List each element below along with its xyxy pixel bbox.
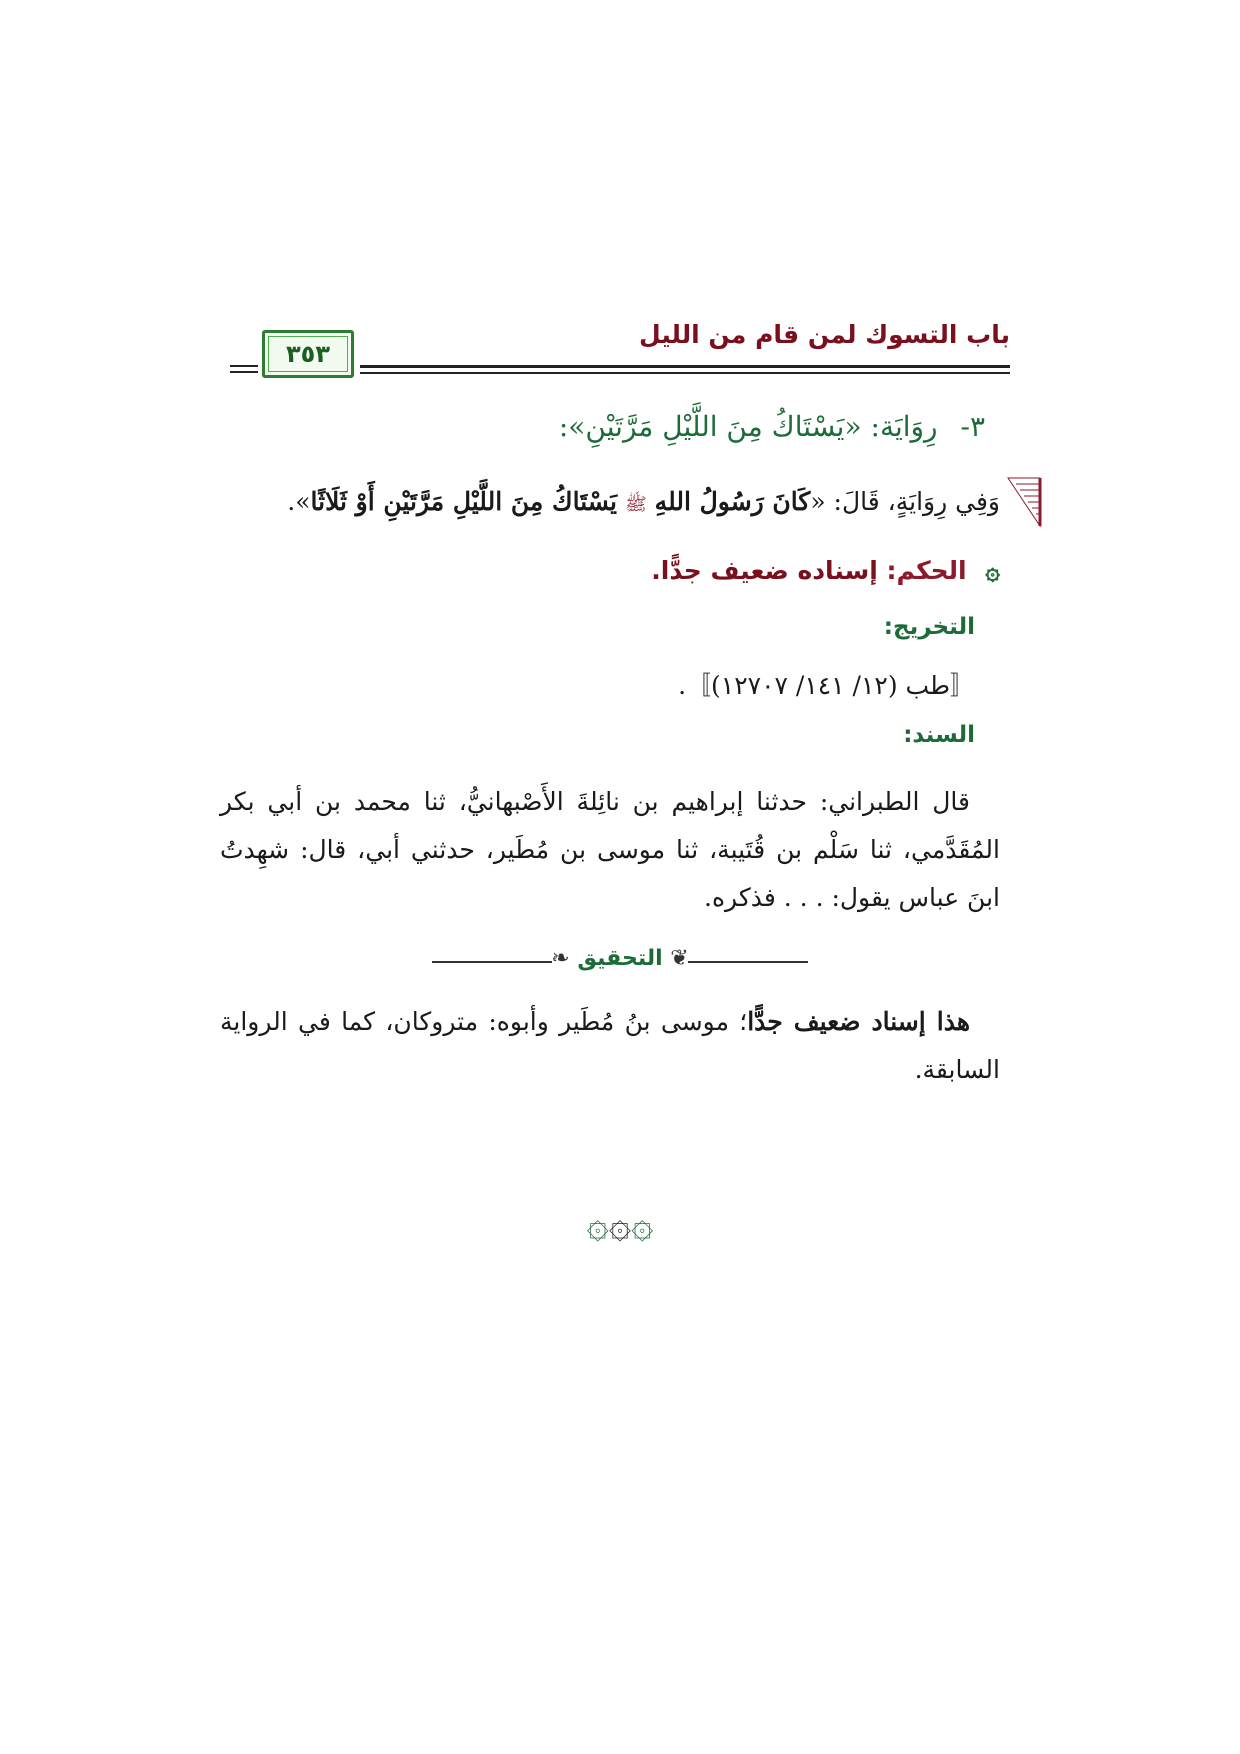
footer-ornaments: [520, 1202, 720, 1246]
flower-ornament-icon: ۞: [586, 1202, 609, 1246]
page-header: [230, 308, 1010, 388]
sanad-body: قال الطبراني: حدثنا إبراهيم بن نائِلةَ الأَصْبهانيُّ، ثنا محمد بن أبي بكر المُقَدَّمي، ثنا سَلْم بن قُتَيبة، ثنا موسى بن مُطَير، حدثني أبي، قال: شهِدتُ ابنَ عباس يقول: . . . فذكره.: [220, 787, 1000, 912]
hadith-text: [220, 480, 1000, 527]
ruling-text: إسناده ضعيف جدًّا.: [651, 556, 878, 585]
tahqiq-label-text: التحقيق: [577, 946, 663, 971]
flower-ornament-icon: ۞: [985, 556, 1000, 585]
section-heading: [559, 410, 985, 443]
hadith-intro: وَفِي رِوَايَةٍ، قَالَ: «: [810, 487, 1000, 516]
hadith-end: ».: [287, 487, 311, 516]
sanad-text: [220, 778, 1000, 922]
corner-ornament-icon: [1006, 476, 1042, 528]
page-number-badge: [262, 330, 354, 378]
flower-ornament-icon: ۞: [608, 1202, 632, 1246]
ruling-label: الحكم:: [886, 556, 967, 585]
section-title: رِوَايَة: «يَسْتَاكُ مِنَ اللَّيْلِ مَرَّتَيْنِ»:: [558, 410, 938, 443]
salutation-glyph: ﷺ: [624, 494, 647, 515]
takhrij-reference: 〚طب (١٢/ ١٤١/ ١٢٧٠٧)〛.: [678, 671, 975, 700]
page-number: ٣٥٣: [286, 340, 330, 368]
hadith-matn-part2: يَسْتَاكُ مِنَ اللَّيْلِ مَرَّتَيْنِ أَوْ ثَلَاثًا: [310, 487, 618, 516]
header-rule-left: [230, 365, 258, 373]
hadith-matn-part1: كَانَ رَسُولُ اللهِ: [654, 487, 811, 516]
tahqiq-divider: [432, 946, 808, 976]
header-rule-right: [360, 365, 1010, 374]
ruling: [651, 556, 1000, 585]
running-title: باب التسوك لمن قام من الليل: [639, 320, 1010, 349]
tahqiq-label: ❦ التحقيق ❧: [551, 946, 689, 971]
tahqiq-rest: ؛ موسى بنُ مُطَير وأبوه: متروكان، كما في الرواية السابقة.: [220, 1007, 1000, 1084]
tahqiq-text: [220, 998, 1000, 1094]
takhrij-label: التخريج:: [883, 614, 975, 640]
section-number: ٣-: [960, 410, 985, 443]
flower-ornament-icon: ۞: [631, 1202, 654, 1246]
sanad-label: السند:: [903, 722, 975, 748]
tahqiq-bold: هذا إسناد ضعيف جدًّا: [747, 1007, 970, 1036]
